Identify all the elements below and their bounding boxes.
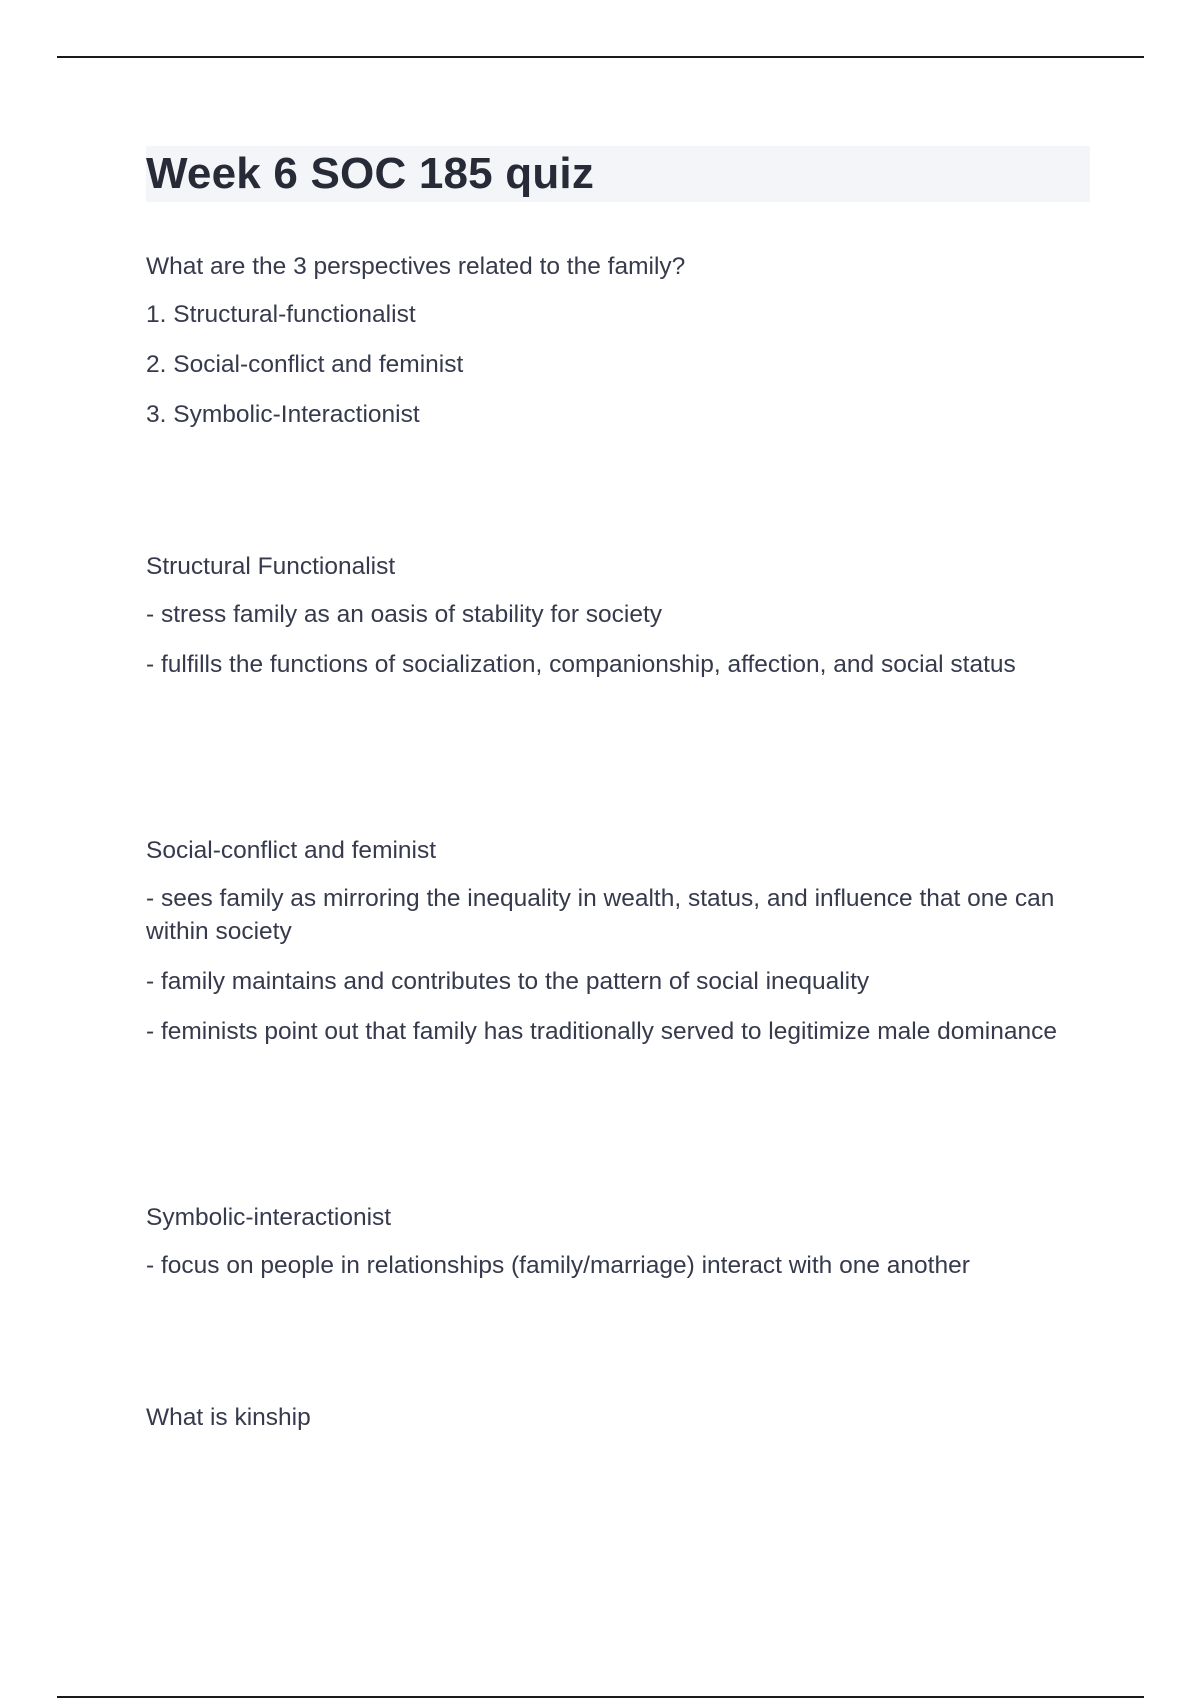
card-answer-line: - sees family as mirroring the inequality in wealth, status, and influence that one can within society: [146, 885, 1055, 945]
card-answer-line: - family maintains and contributes to the pattern of social inequality: [146, 968, 870, 995]
card-answer-line: 3. Symbolic-Interactionist: [146, 401, 420, 428]
flashcard-structural-functionalist: [146, 550, 1090, 681]
card-question: Structural Functionalist: [146, 553, 396, 580]
document-body: [146, 146, 1090, 1431]
flashcard-perspectives: [146, 250, 1090, 431]
flashcard-kinship: [146, 1401, 1090, 1449]
card-answer-line: - feminists point out that family has traditionally served to legitimize male dominance: [146, 1018, 1057, 1045]
card-question: What is kinship: [146, 1404, 311, 1431]
card-answer-line: 2. Social-conflict and feminist: [146, 351, 464, 378]
card-question: What are the 3 perspectives related to the family?: [146, 253, 686, 280]
card-question: Symbolic-interactionist: [146, 1204, 392, 1231]
flashcard-social-conflict: [146, 834, 1090, 1048]
card-answer-line: - focus on people in relationships (family/marriage) interact with one another: [146, 1252, 970, 1279]
flashcard-symbolic-interactionist: [146, 1201, 1090, 1282]
card-question: Social-conflict and feminist: [146, 837, 437, 864]
card-answer-line: - fulfills the functions of socialization, companionship, affection, and social status: [146, 651, 1016, 678]
card-answer-line: - stress family as an oasis of stability for society: [146, 601, 663, 628]
document-title: Week 6 SOC 185 quiz: [146, 149, 595, 198]
top-rule: [57, 56, 1144, 58]
title-banner: [146, 146, 1090, 202]
bottom-rule: [57, 1696, 1144, 1698]
card-answer-line: 1. Structural-functionalist: [146, 301, 416, 328]
